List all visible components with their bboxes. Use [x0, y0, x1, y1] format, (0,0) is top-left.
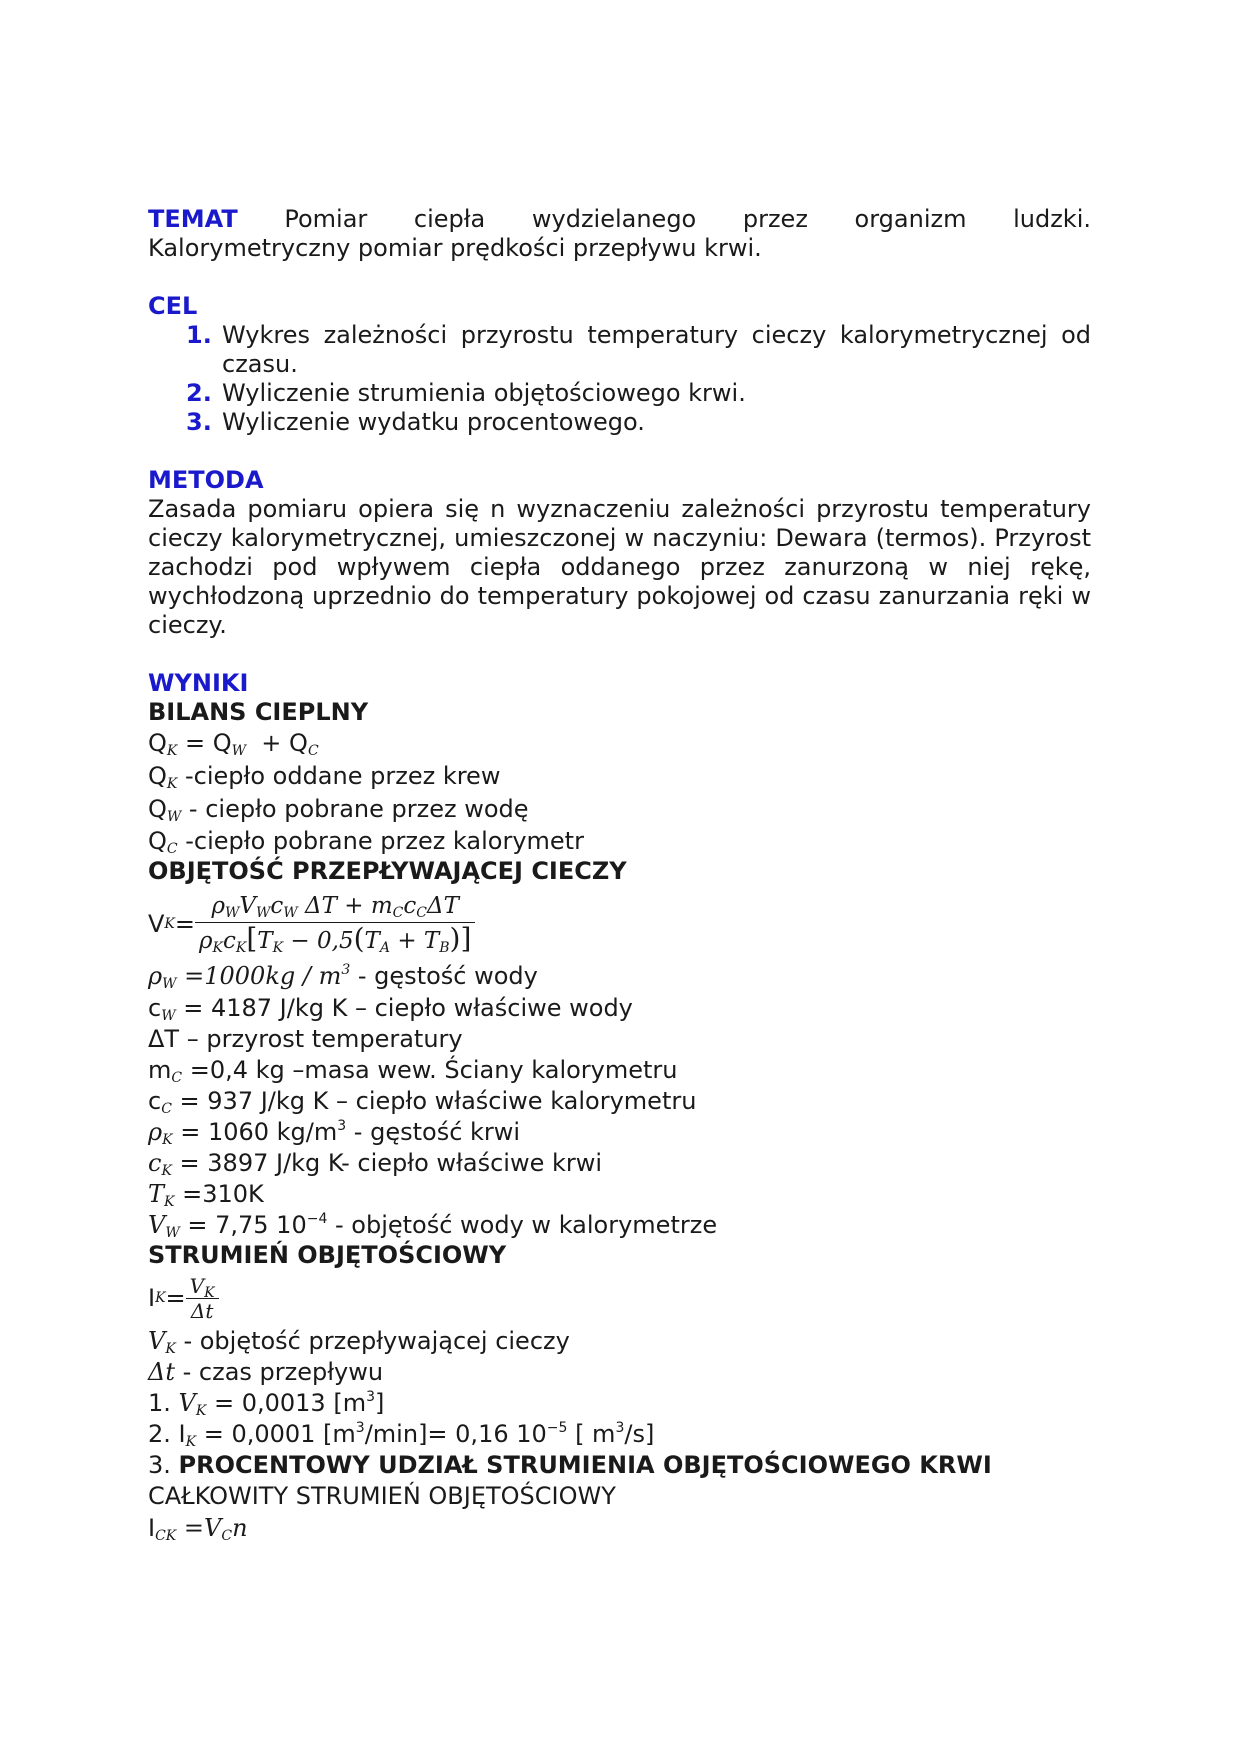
formula-glyph: ρ — [211, 893, 225, 919]
vk-definition — [148, 1326, 1091, 1357]
document-body — [148, 205, 1091, 1545]
formula-glyph: 3 — [615, 1420, 625, 1436]
formula-glyph: = 4187 J/kg K – ciepło właściwe wody — [175, 994, 633, 1022]
formula-glyph: K — [162, 1132, 173, 1148]
topic-word: wydzielanego — [531, 205, 697, 233]
formula-glyph: 0,5 — [317, 928, 354, 954]
formula-glyph: V — [148, 1211, 166, 1239]
goal-list — [148, 321, 1091, 437]
topic-line-1 — [148, 205, 1091, 234]
formula-glyph: T — [148, 1180, 165, 1208]
qw-definition: $Q_W$ - ciepło pobrane przez wodę — [148, 795, 529, 825]
topic-line-2: Kalorymetryczny pomiar prędkości przepływu krwi. — [148, 234, 762, 262]
formula-glyph: /s] — [624, 1420, 655, 1448]
formula-glyph: = 7,75 10 — [179, 1211, 307, 1239]
formula-glyph: V — [148, 1327, 166, 1355]
formula-glyph: = 3897 J/kg K- ciepło właściwe krwi — [171, 1149, 603, 1177]
param-m-c — [148, 1055, 1091, 1086]
formula-glyph: ρ — [199, 928, 213, 954]
topic-word: Pomiar — [284, 205, 368, 233]
formula-glyph: Δt — [190, 1298, 214, 1323]
formula-glyph: K — [212, 940, 223, 956]
formula-glyph: c — [148, 1087, 162, 1115]
formula-glyph: = 0,0001 [m — [196, 1420, 356, 1448]
goal-item — [186, 321, 1091, 379]
formula-glyph: 3 — [366, 1389, 375, 1405]
flow-heading: STRUMIEŃ OBJĘTOŚCIOWY — [148, 1241, 507, 1269]
formula-glyph: = 937 J/kg K – ciepło właściwe kalorymetru — [171, 1087, 697, 1115]
volume-denominator — [195, 923, 475, 957]
param-rho-k — [148, 1117, 1091, 1148]
percent-heading — [148, 1450, 1091, 1481]
formula-glyph: W — [256, 905, 271, 921]
formula-glyph: C — [161, 1101, 172, 1117]
formula-glyph: ρ — [148, 962, 163, 990]
formula-glyph: PROCENTOWY UDZIAŁ STRUMIENIA OBJĘTOŚCIOWEGO KRWI — [178, 1451, 992, 1479]
formula-glyph: K — [161, 1163, 172, 1179]
param-delta-t — [148, 1024, 1091, 1055]
formula-glyph: 3 — [341, 962, 351, 978]
topic-word: ludzki. — [1013, 205, 1091, 233]
formula-glyph: c — [270, 893, 284, 919]
goal-item-number: 1. — [186, 321, 212, 349]
formula-glyph: W — [165, 1225, 180, 1241]
formula-glyph: =1000kg / m — [184, 962, 342, 990]
formula-glyph: A — [379, 940, 390, 956]
formula-glyph: c — [403, 893, 417, 919]
formula-glyph: 3 — [355, 1420, 365, 1436]
formula-glyph: [ m — [575, 1420, 616, 1448]
total-flow-subheading: CAŁKOWITY STRUMIEŃ OBJĘTOŚCIOWY — [148, 1482, 616, 1510]
topic-word: ciepła — [413, 205, 486, 233]
formula-glyph: V — [189, 1273, 205, 1298]
formula-glyph: c — [148, 1149, 162, 1177]
goal-item-text: Wyliczenie wydatku procentowego. — [222, 408, 645, 436]
formula-glyph: n — [232, 1514, 248, 1542]
formula-glyph: K — [165, 1341, 176, 1357]
formula-glyph: K — [204, 1284, 215, 1301]
param-c-c — [148, 1086, 1091, 1117]
formula-glyph: 2. I — [148, 1420, 186, 1448]
flow-fraction — [186, 1274, 219, 1323]
param-v-w — [148, 1210, 1091, 1241]
formula-glyph: 3 — [337, 1118, 347, 1134]
topic-label: TEMAT — [148, 205, 238, 233]
topic-word: organizm — [854, 205, 967, 233]
formula-glyph: K — [185, 1434, 197, 1450]
formula-glyph: −4 — [306, 1211, 328, 1227]
formula-glyph: = — [165, 1283, 186, 1312]
formula-glyph: W — [161, 1008, 176, 1024]
formula-glyph: I — [148, 1514, 156, 1542]
formula-glyph: ΔT — [148, 1025, 180, 1053]
formula-glyph: =0,4 kg –masa wew. Ściany kalorymetru — [182, 1056, 678, 1084]
formula-glyph: CK — [155, 1528, 177, 1544]
formula-glyph: Δt — [148, 1358, 175, 1386]
formula-glyph: 3. — [148, 1451, 171, 1479]
param-c-w — [148, 993, 1091, 1024]
formula-glyph: B — [439, 940, 450, 956]
formula-glyph: - objętość wody w kalorymetrze — [327, 1211, 718, 1239]
flow-formula: I K = $\frac{V_K}{\Delta t}$ — [148, 1270, 1091, 1326]
formula-glyph: −5 — [546, 1420, 568, 1436]
formula-glyph: m — [370, 893, 393, 919]
param-t-k — [148, 1179, 1091, 1210]
goal-item-text: Wyliczenie strumienia objętościowego krwi. — [222, 379, 746, 407]
formula-glyph: K — [195, 1403, 207, 1419]
formula-glyph: = — [183, 1514, 204, 1542]
formula-glyph: c — [223, 928, 236, 954]
qk-definition: $Q_K$ -ciepło oddane przez krew — [148, 762, 501, 792]
formula-glyph: V — [239, 893, 257, 919]
formula-glyph: – przyrost temperatury — [179, 1025, 463, 1053]
formula-glyph: C — [416, 905, 427, 921]
goal-item — [186, 379, 1091, 408]
formula-glyph — [186, 1274, 219, 1299]
formula-glyph: W — [283, 905, 298, 921]
formula-glyph: ) — [449, 922, 461, 955]
formula-glyph: T — [257, 928, 273, 954]
formula-glyph: W — [162, 976, 177, 992]
formula-glyph: /min]= 0,16 10 — [364, 1420, 547, 1448]
formula-glyph: − — [290, 928, 310, 954]
volume-numerator — [195, 891, 475, 923]
formula-glyph: [ — [246, 922, 258, 955]
results-heading: WYNIKI — [148, 669, 249, 697]
formula-glyph: ] — [460, 922, 472, 955]
param-c-k — [148, 1148, 1091, 1179]
formula-glyph: K — [235, 940, 247, 956]
volume-fraction — [195, 891, 475, 957]
formula-glyph: =310K — [174, 1180, 264, 1208]
heat-balance-heading: BILANS CIEPLNY — [148, 698, 369, 726]
formula-glyph: V — [178, 1389, 196, 1417]
formula-glyph: K — [164, 1194, 175, 1210]
formula-glyph: ΔT — [427, 893, 459, 919]
formula-glyph: V — [204, 1514, 222, 1542]
heat-balance-equation: $Q_K = Q_W + Q_C$ — [148, 729, 319, 759]
goal-item-text: Wykres zależności przyrostu temperatury cieczy kalorymetrycznej od czasu. — [222, 321, 1091, 378]
formula-glyph: + — [397, 928, 417, 954]
formula-glyph: T — [423, 928, 440, 954]
method-paragraph: Zasada pomiaru opiera się n wyznaczeniu zależności przyrostu temperatury cieczy kalorymetrycznej, umieszczonej w naczyniu: Dewara (termos). Przyrost zachodzi pod wpływem ciepła oddanego przez zanurzoną w niej rękę, wychłodzoną uprzednio do temperatury pokojowej od czasu zanurzania ręki w cieczy. — [148, 495, 1091, 639]
volume-heading: OBJĘTOŚĆ PRZEPŁYWAJĄCEJ CIECZY — [148, 857, 627, 885]
result-1 — [148, 1388, 1091, 1419]
formula-glyph: ρ — [148, 1118, 163, 1146]
formula-glyph: - gęstość wody — [350, 962, 538, 990]
goal-item — [186, 408, 1091, 437]
formula-glyph: c — [148, 994, 162, 1022]
formula-glyph: C — [221, 1528, 233, 1544]
formula-glyph: W — [225, 905, 240, 921]
formula-glyph: K — [272, 940, 284, 956]
dt-definition — [148, 1357, 1091, 1388]
formula-glyph: - gęstość krwi — [346, 1118, 521, 1146]
formula-glyph: - czas przepływu — [174, 1358, 384, 1386]
formula-glyph: = 1060 kg/m — [172, 1118, 338, 1146]
goal-item-number: 3. — [186, 408, 212, 436]
formula-glyph: I — [148, 1283, 156, 1312]
param-rho-w — [148, 960, 1091, 993]
volume-formula: V K = $\frac{\rho_WV_Wc_W \Delta T + m_Cc_C\Delta T}{\rho_Kc_K[T_K - 0,5(T_A + T_B)]}$ — [148, 888, 1091, 960]
formula-glyph: ( — [353, 922, 365, 955]
formula-glyph: - objętość przepływającej cieczy — [175, 1327, 570, 1355]
formula-glyph: T — [364, 928, 380, 954]
formula-glyph: ΔT — [305, 893, 337, 919]
formula-glyph: m — [148, 1056, 172, 1084]
formula-glyph: = 0,0013 [m — [206, 1389, 367, 1417]
formula-glyph: 1. — [148, 1389, 171, 1417]
qc-definition: $Q_C$ -ciepło pobrane przez kalorymetr — [148, 827, 584, 857]
formula-glyph: C — [392, 905, 404, 921]
formula-glyph: C — [171, 1070, 183, 1086]
topic-word: przez — [742, 205, 808, 233]
total-flow-formula — [148, 1512, 1091, 1545]
goal-heading: CEL — [148, 292, 198, 320]
result-2 — [148, 1419, 1091, 1450]
method-heading: METODA — [148, 466, 264, 494]
goal-item-number: 2. — [186, 379, 212, 407]
formula-glyph: + — [344, 893, 364, 919]
formula-glyph: ] — [375, 1389, 385, 1417]
